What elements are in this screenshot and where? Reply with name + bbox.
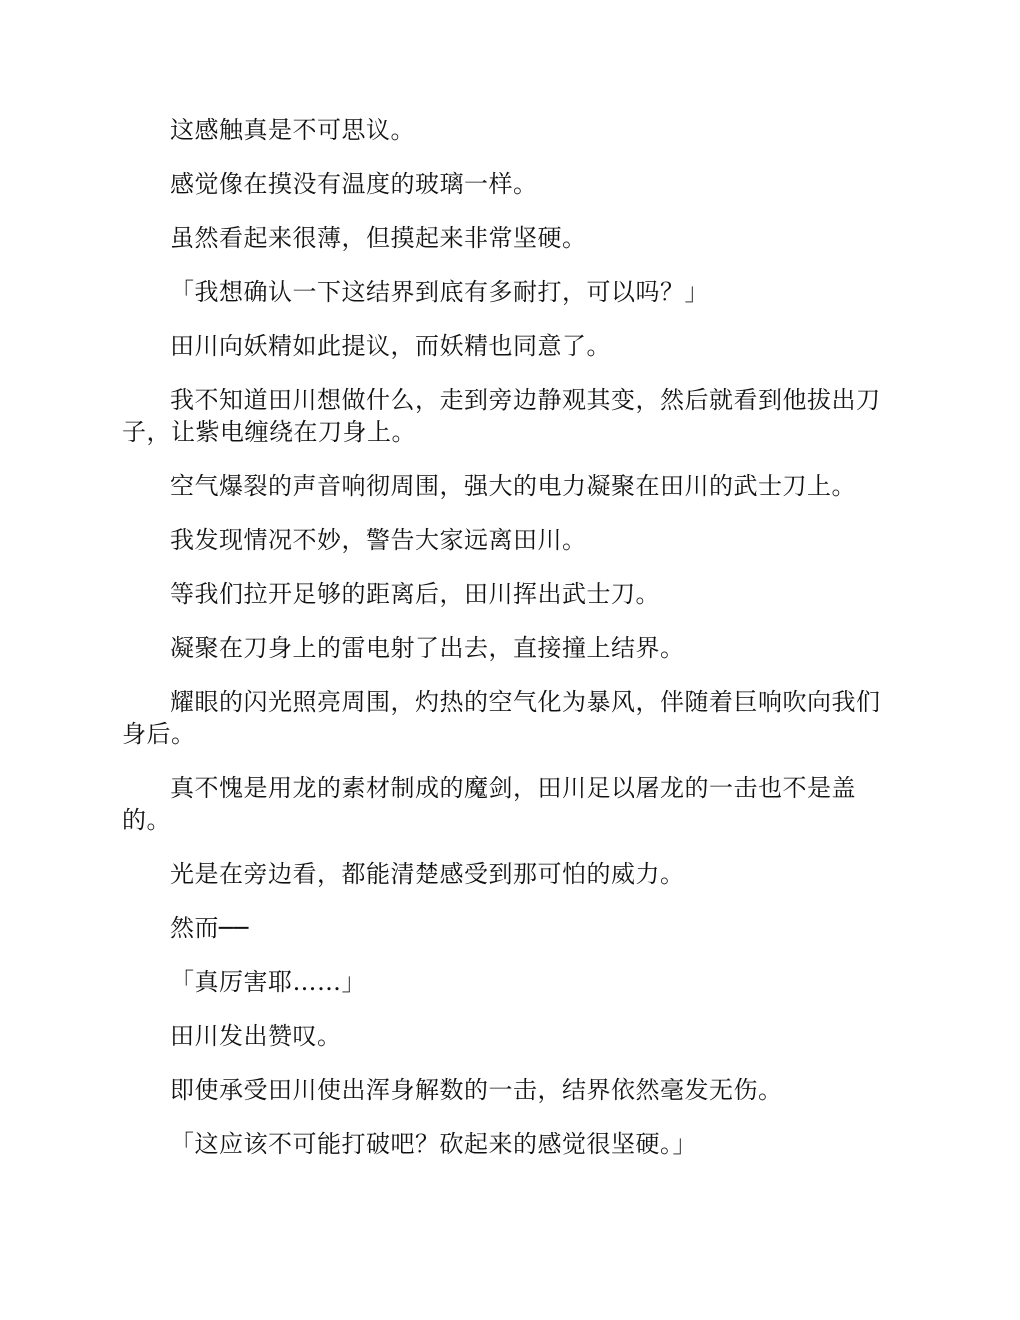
paragraph: 等我们拉开足够的距离后，田川挥出武士刀。 [170,580,660,608]
paragraph: 这感触真是不可思议。 [170,116,415,144]
paragraph: 空气爆裂的声音响彻周围，强大的电力凝聚在田川的武士刀上。 [170,472,856,500]
paragraph: 我不知道田川想做什么，走到旁边静观其变，然后就看到他拔出刀子，让紫电缠绕在刀身上。 [122,386,881,446]
paragraph: 凝聚在刀身上的雷电射了出去，直接撞上结界。 [170,634,685,662]
paragraph: 「我想确认一下这结界到底有多耐打，可以吗？」 [170,278,709,306]
paragraph: 即使承受田川使出浑身解数的一击，结界依然毫发无伤。 [170,1076,783,1104]
paragraph: 感觉像在摸没有温度的玻璃一样。 [170,170,538,198]
paragraph: 虽然看起来很薄，但摸起来非常坚硬。 [170,224,587,252]
paragraph: 耀眼的闪光照亮周围，灼热的空气化为暴风，伴随着巨响吹向我们身后。 [122,688,881,748]
paragraph: 田川发出赞叹。 [170,1022,342,1050]
document-body [122,114,898,1182]
paragraph: 我发现情况不妙，警告大家远离田川。 [170,526,587,554]
paragraph: 「真厉害耶……」 [170,968,366,996]
paragraph: 「这应该不可能打破吧？砍起来的感觉很坚硬。」 [170,1130,697,1158]
paragraph: 田川向妖精如此提议，而妖精也同意了。 [170,332,611,360]
paragraph: 然而── [170,914,249,942]
paragraph: 真不愧是用龙的素材制成的魔剑，田川足以屠龙的一击也不是盖的。 [122,774,856,834]
paragraph: 光是在旁边看，都能清楚感受到那可怕的威力。 [170,860,685,888]
